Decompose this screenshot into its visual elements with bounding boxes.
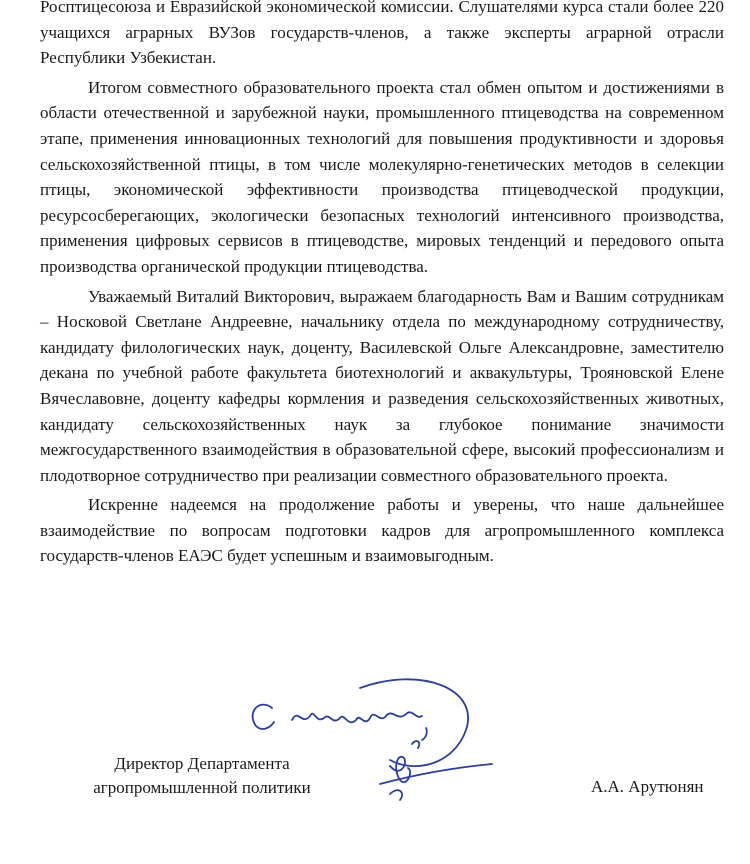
signatory-name: А.А. Арутюнян xyxy=(591,777,704,796)
handwritten-signature xyxy=(240,668,500,818)
signatory-title: Директор Департамента агропромышленной политики xyxy=(93,754,311,797)
paragraph-course-participants: Росптицесоюза и Евразийской экономической комиссии. Слушателями курса стали более 220 учащихся аграрных ВУЗов государств-членов, а также эксперты аграрной отрасли Республики Узбекистан. xyxy=(40,0,724,68)
letter-body xyxy=(40,0,724,569)
paragraph-gratitude: Уважаемый Виталий Викторович, выражаем благодарность Вам и Вашим сотрудникам – Носковой Светлане Андреевне, начальнику отдела по международному сотрудничеству, кандидату филологических наук, доценту, Василевской Ольге Александровне, заместителю декана по учебной работе факультета биотехнологий и аквакультуры, Трояновской Елене Вячеславовне, доценту кафедры кормления и разведения сельскохозяйственных животных, кандидату сельскохозяйственных наук за глубокое понимание значимости межгосударственного взаимодействия в образовательной сфере, высокий профессионализм и плодотворное сотрудничество при реализации совместного образовательного проекта. xyxy=(40,286,724,485)
paragraph-future-cooperation: Искренне надеемся на продолжение работы и уверены, что наше дальнейшее взаимодействие по вопросам подготовки кадров для агропромышленного комплекса государств-членов ЕАЭС будет успешным и взаимовыгодным. xyxy=(40,495,724,566)
paragraph-project-results: Итогом совместного образовательного проекта стал обмен опытом и достижениями в области отечественной и зарубежной науки, промышленного птицеводства на современном этапе, применения инновационных технологий для повышения продуктивности и здоровья сельскохозяйственной птицы, в том числе молекулярно-генетических методов в селекции птицы, экономической эффективности производства птицеводческой продукции, ресурсосберегающих, экологически безопасных технологий интенсивного производства, применения цифровых сервисов в птицеводстве, мировых тенденций и передового опыта производства органической продукции птицеводства. xyxy=(40,77,724,276)
